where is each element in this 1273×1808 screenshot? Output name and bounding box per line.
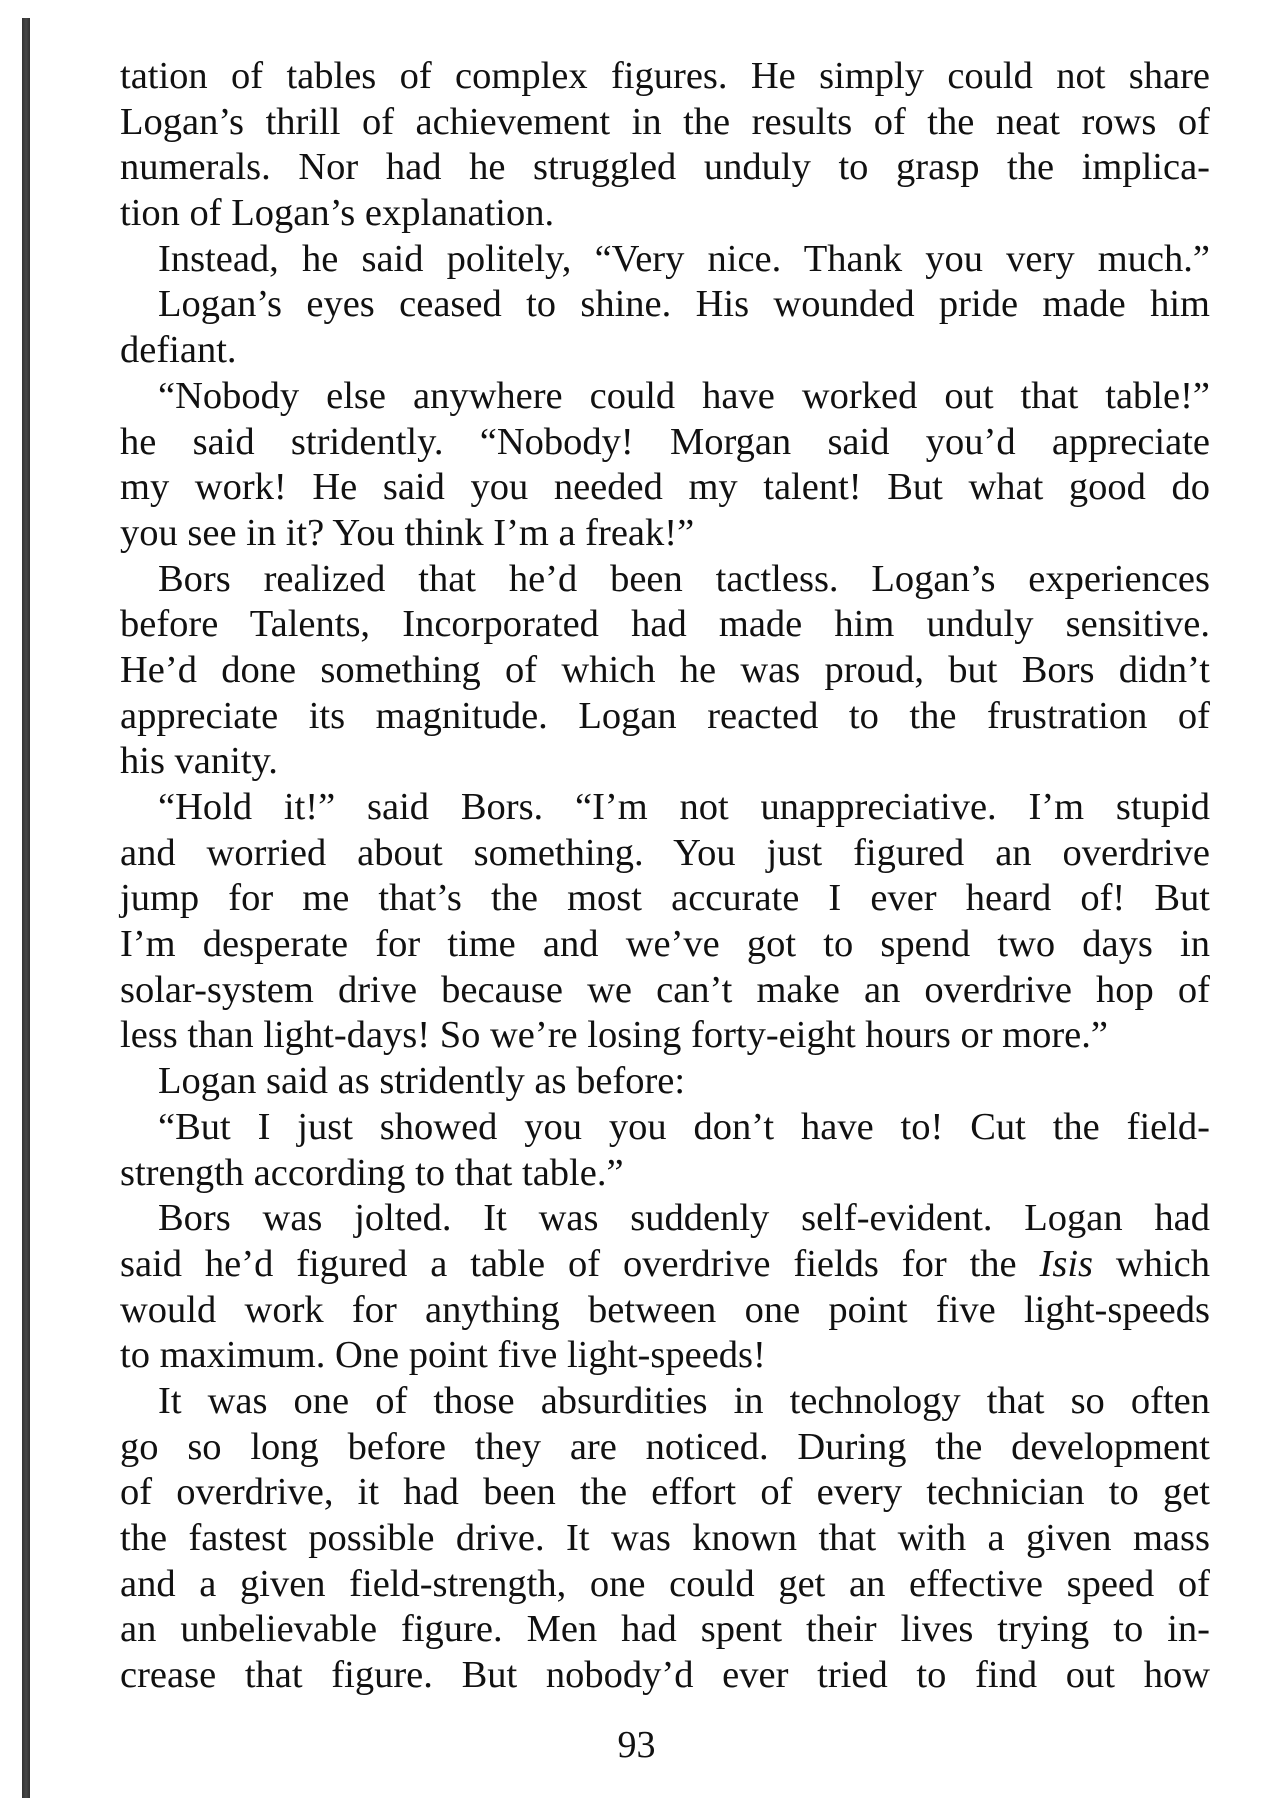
text-line: It was one of those absurdities in technology that so often xyxy=(158,1379,1210,1422)
text-line: the fastest possible drive. It was known that with a given mass xyxy=(120,1517,1210,1559)
text-line: less than light-days! So we’re losing forty-eight hours or more.” xyxy=(120,1014,1108,1057)
text-line: and a given field-strength, one could get an effective speed of xyxy=(120,1562,1210,1605)
text-line: “But I just showed you you don’t have to! Cut the field- xyxy=(158,1105,1210,1148)
text-line: Logan’s thrill of achievement in the results of the neat rows of xyxy=(120,100,1210,143)
text-line: Bors realized that he’d been tactless. Logan’s experiences xyxy=(158,557,1210,600)
text-line: Logan said as stridently as before: xyxy=(158,1060,686,1103)
text-line: his vanity. xyxy=(120,740,278,783)
text-line: numerals. Nor had he struggled unduly to grasp the implica- xyxy=(120,146,1210,189)
text-line: go so long before they are noticed. During the development xyxy=(120,1425,1210,1468)
text-line: tation of tables of complex figures. He simply could not share xyxy=(120,55,1210,97)
text-line: and worried about something. You just figured an overdrive xyxy=(120,831,1210,874)
text-line: defiant. xyxy=(120,329,237,372)
text-line: Bors was jolted. It was suddenly self-evident. Logan had xyxy=(158,1197,1210,1240)
text-line: Instead, he said politely, “Very nice. Thank you very much.” xyxy=(158,237,1210,280)
text-line: “Nobody else anywhere could have worked out that table!” xyxy=(158,374,1210,417)
page-binding-edge xyxy=(22,18,30,1798)
text-line: to maximum. One point five light-speeds! xyxy=(120,1334,766,1377)
text-line: “Hold it!” said Bors. “I’m not unappreciative. I’m stupid xyxy=(158,786,1210,828)
text-line: before Talents, Incorporated had made him unduly sensitive. xyxy=(120,603,1210,646)
body-text xyxy=(120,54,1210,1699)
text-line: an unbelievable figure. Men had spent their lives trying to in- xyxy=(120,1608,1210,1651)
text-segment: which xyxy=(1093,1242,1211,1285)
text-line: crease that figure. But nobody’d ever tried to find out how xyxy=(120,1654,1210,1697)
page-number: 93 xyxy=(617,1724,656,1766)
text-line: Logan’s eyes ceased to shine. His wounded pride made him xyxy=(158,283,1210,326)
text-line: of overdrive, it had been the effort of every technician to get xyxy=(120,1471,1210,1514)
text-line: solar-system drive because we can’t make an overdrive hop of xyxy=(120,968,1210,1011)
text-line: strength according to that table.” xyxy=(120,1151,624,1194)
ship-name-italic: Isis xyxy=(1039,1242,1094,1285)
text-line: he said stridently. “Nobody! Morgan said you’d appreciate xyxy=(120,420,1210,463)
text-line: He’d done something of which he was proud, but Bors didn’t xyxy=(120,648,1210,691)
text-line: would work for anything between one point five light-speeds xyxy=(120,1288,1210,1331)
text-line: tion of Logan’s explanation. xyxy=(120,192,555,235)
text-segment: said he’d figured a table of overdrive fields for the xyxy=(120,1242,1040,1285)
text-line: you see in it? You think I’m a freak!” xyxy=(120,511,695,554)
text-line: appreciate its magnitude. Logan reacted to the frustration of xyxy=(120,694,1210,737)
text-line-with-italic xyxy=(120,1242,1210,1288)
text-line: my work! He said you needed my talent! But what good do xyxy=(120,466,1210,509)
text-line: I’m desperate for time and we’ve got to spend two days in xyxy=(120,923,1210,966)
text-line: jump for me that’s the most accurate I ever heard of! But xyxy=(120,877,1210,920)
